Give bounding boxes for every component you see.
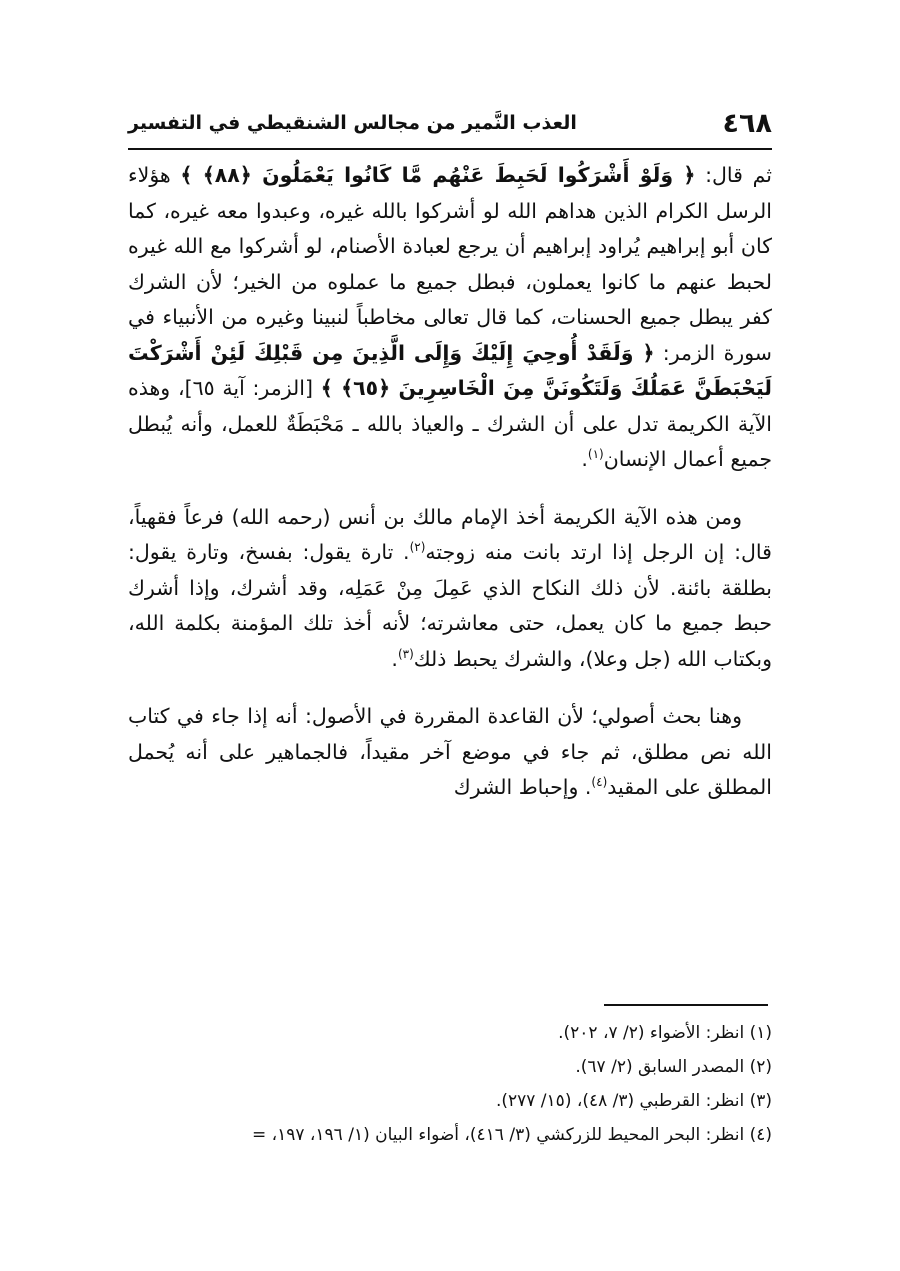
main-text: [128, 158, 772, 806]
quran-verse: ﴿ وَلَوْ أَشْرَكُوا لَحَبِطَ عَنْهُم مَّا كَانُوا يَعْمَلُونَ ﴿٨٨﴾ ﴾: [180, 163, 696, 187]
text-run: ثم قال:: [695, 163, 772, 187]
paragraph-3: [128, 699, 772, 806]
text-run: ومن هذه الآية الكريمة أخذ الإمام مالك بن أنس (رحمه الله) فرعاً فقهياً، قال: إن الرجل إذا ارتد بانت منه زوجته: [128, 504, 772, 564]
running-title: العذب النَّمير من مجالس الشنقيطي في التفسير: [128, 112, 577, 134]
paragraph-2: [128, 500, 772, 678]
text-run: .: [391, 646, 398, 671]
footnote-3: (٣) انظر: القرطبي (٣/ ٤٨)، (١٥/ ٢٧٧).: [495, 1091, 772, 1111]
text-run: .: [581, 447, 588, 471]
footnote-1: (١) انظر: الأضواء (٢/ ٧، ٢٠٢).: [558, 1023, 772, 1043]
text-run: . وإحباط الشرك: [453, 775, 592, 799]
text-run: هؤلاء الرسل الكرام الذين هداهم الله لو أشركوا بالله غيره، وعبدوا معه غيره، كما كان أبو إبراهيم يُراود إبراهيم أن يرجع لعبادة الأصنام، لو أشركوا مع الله غيره لحبط عنهم ما كانوا يعملون، فبطل جميع ما عملوه من الخير؛ لأن الشرك كفر يبطل جميع الحسنات، كما قال تعالى مخاطباً لنبينا وغيره من الأنبياء في سورة الزمر:: [128, 163, 772, 365]
footnote-ref[interactable]: (٢): [409, 540, 426, 555]
footnotes: [128, 1016, 772, 1152]
text-run: [الزمر: آية ٦٥]، وهذه الآية الكريمة تدل على أن الشرك ـ والعياذ بالله ـ مَحْبَطَةٌ للعمل، وأنه يُبطل جميع أعمال الإنسان: [128, 376, 772, 471]
footnote-ref[interactable]: (٣): [397, 646, 414, 661]
footnote-4: (٤) انظر: البحر المحيط للزركشي (٣/ ٤١٦)، أضواء البيان (١/ ١٩٦، ١٩٧، =: [251, 1125, 772, 1145]
page-number: ٤٦٨: [722, 108, 772, 139]
page-header: [128, 104, 772, 150]
paragraph-1: [128, 158, 772, 478]
footnote-ref[interactable]: (٤): [591, 775, 608, 790]
footnote-divider: [604, 1004, 768, 1006]
text-run: وهنا بحث أصولي؛ لأن القاعدة المقررة في الأصول: أنه إذا جاء في كتاب الله نص مطلق، ثم جاء في موضع آخر مقيداً، فالجماهير على أنه يُحمل المطلق على المقيد: [128, 704, 772, 799]
footnote-2: (٢) المصدر السابق (٢/ ٦٧).: [575, 1057, 772, 1077]
text-run: . تارة يقول: بفسخ، وتارة يقول: بطلقة بائنة. لأن ذلك النكاح الذي عَمِلَ مِنْ عَمَلِه، وقد أشرك، وإذا أشرك حبط جميع ما كان يعمل، حتى معاشرته؛ لأنه أخذ تلك المؤمنة بكلمة الله، وبكتاب الله (جل وعلا)، والشرك يحبط ذلك: [128, 540, 772, 671]
footnote-ref[interactable]: (١): [587, 447, 604, 462]
quran-verse: ﴿ وَلَقَدْ أُوحِيَ إِلَيْكَ وَإِلَى الَّذِينَ مِن قَبْلِكَ لَئِنْ أَشْرَكْتَ لَيَحْبَطَنَّ عَمَلُكَ وَلَتَكُونَنَّ مِنَ الْخَاسِرِينَ ﴿٦٥﴾ ﴾: [128, 340, 773, 400]
